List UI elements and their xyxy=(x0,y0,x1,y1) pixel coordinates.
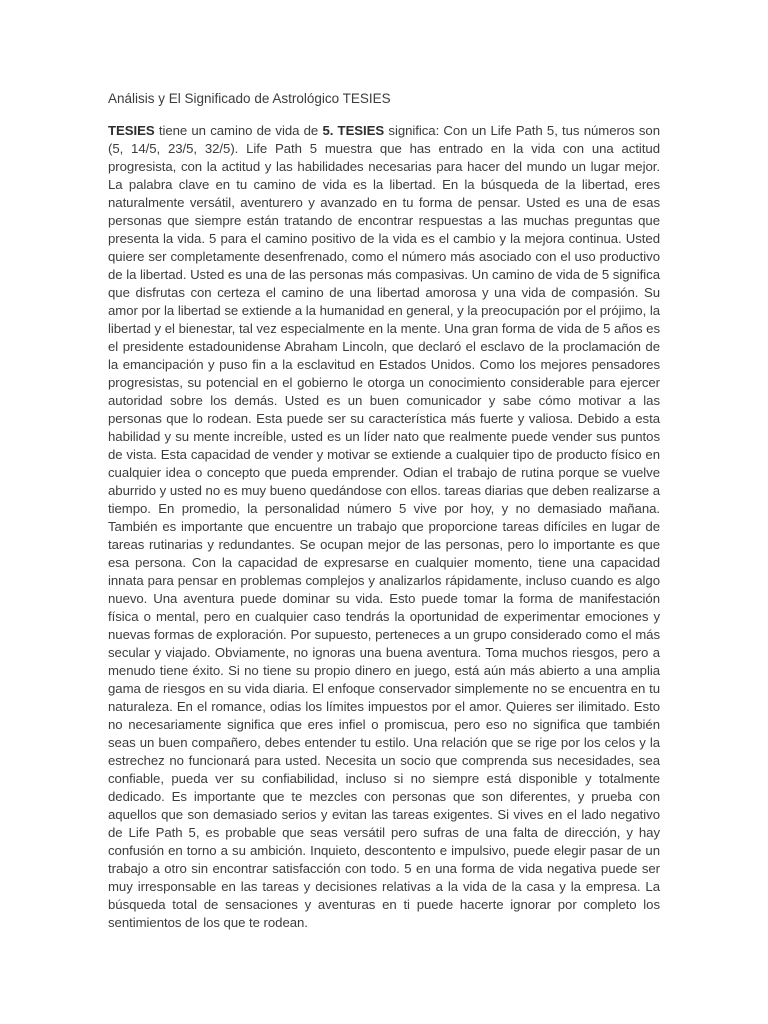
intro-text: tiene un camino de vida de xyxy=(154,123,323,138)
intro-name: TESIES xyxy=(108,123,155,138)
paragraph-body: significa: Con un Life Path 5, tus números son (5, 14/5, 23/5, 32/5). Life Path 5 muestra que has entrado en la vida con una actitud progresista, con la actitud y las habilidades necesarias para hacer del mundo un lugar mejor. La palabra clave en tu camino de vida es la libertad. En la búsqueda de la libertad, eres naturalmente versátil, aventurero y avanzado en tu forma de pensar. Usted es una de esas personas que siempre están tratando de encontrar respuestas a las muchas preguntas que presenta la vida. 5 para el camino positivo de la vida es el cambio y la mejora continua. Usted quiere ser completamente desenfrenado, como el número más asociado con el uso productivo de la libertad. Usted es una de las personas más compasivas. Un camino de vida de 5 significa que disfrutas con certeza el camino de una libertad amorosa y una vida de compasión. Su amor por la libertad se extiende a la humanidad en general, y la preocupación por el prójimo, la libertad y el bienestar, tal vez especialmente en la mente. Una gran forma de vida de 5 años es el presidente estadounidense Abraham Lincoln, que declaró el esclavo de la proclamación de la emancipación y puso fin a la esclavitud en Estados Unidos. Como los mejores pensadores progresistas, su potencial en el gobierno le otorga un conocimiento considerable para ejercer autoridad sobre los demás. Usted es un buen comunicador y sabe cómo motivar a las personas que lo rodean. Esta puede ser su característica más fuerte y valiosa. Debido a esta habilidad y su mente increíble, usted es un líder nato que realmente puede vender sus puntos de vista. Esta capacidad de vender y motivar se extiende a cualquier tipo de producto físico en cualquier idea o concepto que pueda emprender. Odian el trabajo de rutina porque se vuelve aburrido y usted no es muy bueno quedándose con ellos. tareas diarias que deben realizarse a tiempo. En promedio, la personalidad número 5 vive por hoy, y no demasiado mañana. También es importante que encuentre un trabajo que proporcione tareas difíciles en lugar de tareas rutinarias y redundantes. Se ocupan mejor de las personas, pero lo importante es que esa persona. Con la capacidad de expresarse en cualquier momento, tiene una capacidad innata para pensar en problemas complejos y analizarlos rápidamente, incluso cuando es algo nuevo. Una aventura puede dominar su vida. Esto puede tomar la forma de manifestación física o mental, pero en cualquier caso tendrás la oportunidad de experimentar emociones y nuevas formas de exploración. Por supuesto, perteneces a un grupo considerado como el más secular y viajado. Obviamente, no ignoras una buena aventura. Toma muchos riesgos, pero a menudo tiene éxito. Si no tiene su propio dinero en juego, está aún más abierto a una amplia gama de riesgos en su vida diaria. El enfoque conservador simplemente no se encuentra en tu naturaleza. En el romance, odias los límites impuestos por el amor. Quieres ser ilimitado. Esto no necesariamente significa que eres infiel o promiscua, pero eso no significa que también seas un buen compañero, debes entender tu estilo. Una relación que se rige por los celos y la estrechez no funcionará para usted. Necesita un socio que comprenda sus necesidades, sea confiable, pueda ver su confiabilidad, incluso si no siempre está disponible y totalmente dedicado. Es importante que te mezcles con personas que son diferentes, y prueba con aquellos que son demasiado serios y evitan las tareas exigentes. Si vives en el lado negativo de Life Path 5, es probable que seas versátil pero sufras de una falta de dirección, y hay confusión en torno a su ambición. Inquieto, descontento e impulsivo, puede elegir pasar de un trabajo a otro sin encontrar satisfacción con todo. 5 en una forma de vida negativa puede ser muy irresponsable en las tareas y decisiones relativas a la vida de la casa y la empresa. La búsqueda total de sensaciones y aventuras en ti puede hacerte ignorar por completo los sentimientos de los que te rodean. xyxy=(108,123,660,930)
document-page xyxy=(108,90,660,932)
intro-number: 5. TESIES xyxy=(322,123,385,138)
document-title: Análisis y El Significado de Astrológico TESIES xyxy=(108,91,391,106)
document-paragraph xyxy=(108,122,660,932)
